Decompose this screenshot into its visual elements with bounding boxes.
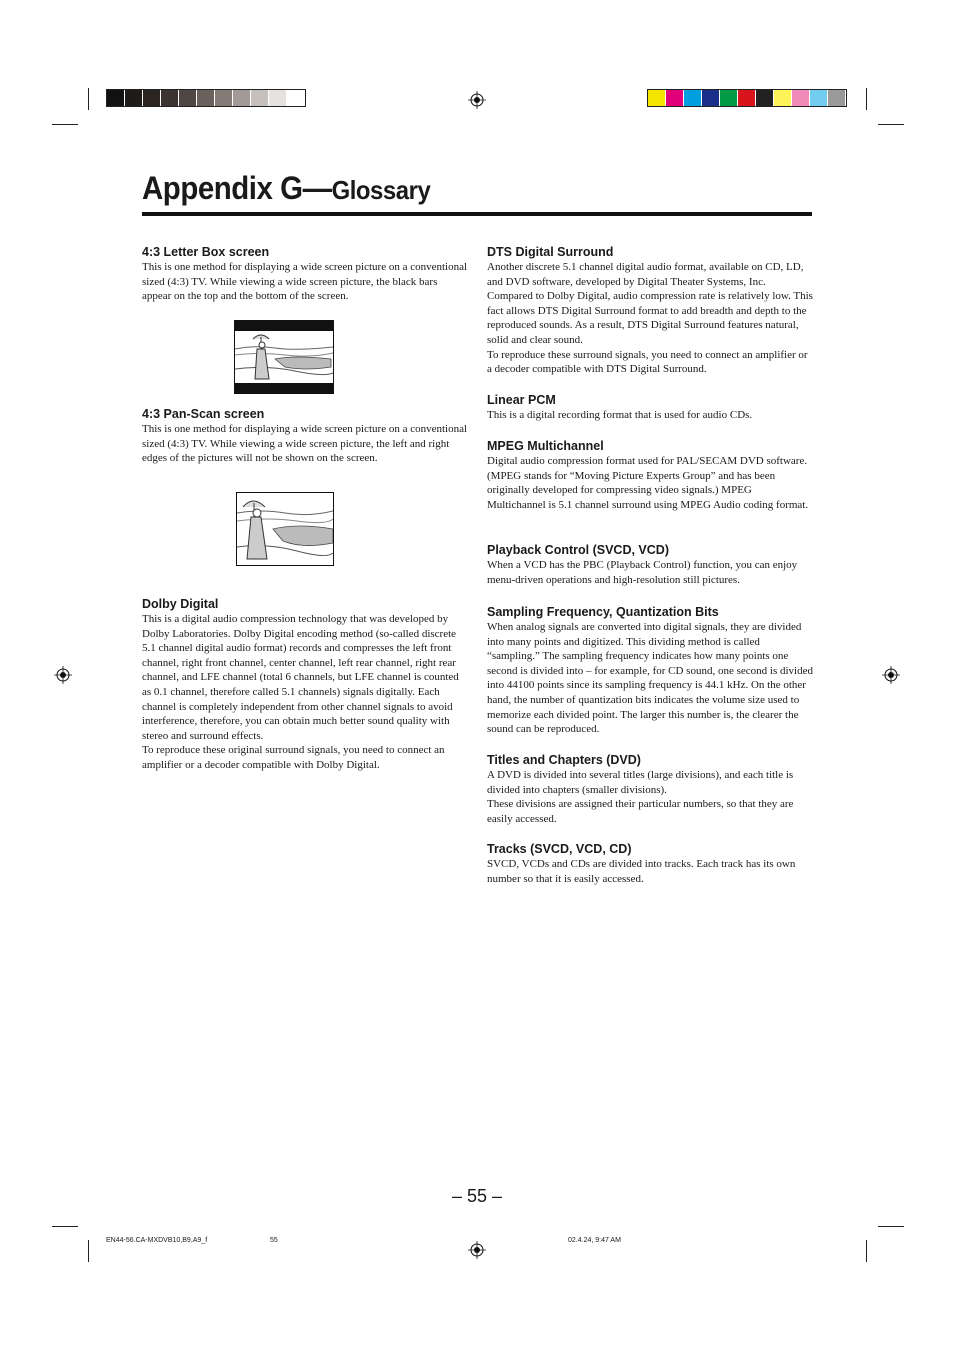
glossary-definition: To reproduce these surround signals, you need to connect an amplifier or a decoder compatible with DTS Digital Surround.	[487, 348, 808, 376]
glossary-definition: A DVD is divided into several titles (large divisions), and each title is divided into chapters (smaller divisions).	[487, 769, 794, 796]
registration-mark-icon	[54, 666, 72, 684]
crop-mark	[878, 124, 904, 125]
grayscale-color-bar	[106, 89, 306, 107]
color-swatch	[792, 90, 810, 106]
glossary-entry	[142, 244, 468, 304]
crop-mark	[866, 88, 867, 110]
color-swatch	[251, 90, 269, 106]
registration-mark-icon	[468, 91, 486, 109]
glossary-term: MPEG Multichannel	[487, 439, 604, 453]
crop-mark	[88, 88, 89, 110]
glossary-definition: This is one method for displaying a wide screen picture on a conventional sized (4:3) TV. While viewing a wide screen picture, the black bars appear on the top and the bottom of the screen.	[142, 261, 468, 303]
glossary-definition: Digital audio compression format used for PAL/SECAM DVD software. (MPEG stands for “Moving Picture Experts Group” and has been originally developed for compressing video signals.) MPEG Multichannel is 5.1 channel surround using MPEG Audio coding format.	[487, 455, 809, 511]
glossary-entry	[487, 542, 813, 587]
footer-date: 02.4.24, 9:47 AM	[568, 1237, 621, 1244]
color-swatch	[269, 90, 287, 106]
glossary-definition: When analog signals are converted into digital signals, they are divided into many points and digitized. This dividing method is called “sampling.” The sampling frequency indicates how many points one second is divided into – for example, for CD sound, one second is divided into 44100 points since its sampling frequency is 44.1 kHz. On the other hand, the number of quantization bits indicates the volume size used to memorize each divided point. The larger this number is, the clearer the sound can be reproduced.	[487, 621, 813, 736]
color-swatch	[738, 90, 756, 106]
glossary-entry	[487, 604, 813, 737]
page-title	[142, 168, 430, 210]
glossary-definition: This is a digital audio compression technology that was developed by Dolby Laboratories. Dolby Digital encoding method (so-called discrete 5.1 channel digital audio format) records and compresses the left front channel, right front channel, center channel, left rear channel, right rear channel, and LFE channel (total 6 channels, but LFE channel is counted as 0.1 channel, therefore called 5.1 channels) signals digitally. Each channel is completely independent from other channel signals to avoid interference, therefore, you can obtain much better sound quality with stereo and surround effects.	[142, 613, 459, 742]
glossary-definition: This is a digital recording format that is used for audio CDs.	[487, 409, 753, 421]
registration-mark-icon	[882, 666, 900, 684]
glossary-entry	[487, 438, 813, 512]
color-swatch	[828, 90, 846, 106]
glossary-definition: To reproduce these original surround signals, you need to connect an amplifier or a decoder compatible with Dolby Digital.	[142, 744, 445, 771]
color-swatch	[143, 90, 161, 106]
color-swatch	[702, 90, 720, 106]
page-title-sub: Glossary	[331, 175, 431, 205]
color-swatch	[233, 90, 251, 106]
registration-mark-icon	[468, 1241, 486, 1259]
color-swatch	[648, 90, 666, 106]
crop-mark	[52, 124, 78, 125]
glossary-entry	[142, 596, 468, 773]
color-swatch	[684, 90, 702, 106]
glossary-entry	[487, 244, 813, 377]
glossary-entry	[487, 392, 813, 423]
glossary-definition: When a VCD has the PBC (Playback Control) function, you can enjoy menu-driven operations and high-resolution still pictures.	[487, 559, 798, 586]
color-swatch	[720, 90, 738, 106]
glossary-term: 4:3 Pan-Scan screen	[142, 407, 265, 421]
color-swatch	[179, 90, 197, 106]
color-swatch	[810, 90, 828, 106]
page-number: – 55 –	[452, 1186, 503, 1206]
color-swatch	[666, 90, 684, 106]
pan-scan-screen-illustration	[236, 492, 334, 566]
glossary-entry	[142, 406, 468, 466]
cmyk-color-bar	[647, 89, 847, 107]
crop-mark	[878, 1226, 904, 1227]
crop-mark	[866, 1240, 867, 1262]
glossary-term: 4:3 Letter Box screen	[142, 245, 270, 259]
glossary-term: Playback Control (SVCD, VCD)	[487, 543, 669, 557]
color-swatch	[197, 90, 215, 106]
color-swatch	[287, 90, 305, 106]
title-rule	[142, 212, 812, 216]
color-swatch	[107, 90, 125, 106]
glossary-term: Tracks (SVCD, VCD, CD)	[487, 842, 632, 856]
glossary-term: DTS Digital Surround	[487, 245, 614, 259]
color-swatch	[125, 90, 143, 106]
glossary-term: Titles and Chapters (DVD)	[487, 753, 641, 767]
glossary-term: Dolby Digital	[142, 597, 219, 611]
glossary-definition: SVCD, VCDs and CDs are divided into tracks. Each track has its own number so that it is easily accessed.	[487, 858, 796, 885]
letterbox-screen-illustration	[234, 320, 334, 394]
glossary-term: Sampling Frequency, Quantization Bits	[487, 605, 719, 619]
color-swatch	[774, 90, 792, 106]
footer-filename: EN44-56.CA-MXDVB10,B9,A9_f	[106, 1237, 208, 1244]
color-swatch	[215, 90, 233, 106]
footer-page: 55	[270, 1237, 278, 1244]
color-swatch	[161, 90, 179, 106]
page-title-main: Appendix G—	[142, 170, 332, 206]
glossary-definition: This is one method for displaying a wide screen picture on a conventional sized (4:3) TV. While viewing a wide screen picture, the left and right edges of the pictures will not be shown on the screen.	[142, 423, 468, 465]
crop-mark	[52, 1226, 78, 1227]
glossary-definition: Another discrete 5.1 channel digital audio format, available on CD, LD, and DVD software, developed by Digital Theater Systems, Inc. Compared to Dolby Digital, audio compression rate is relatively low. This fact allows DTS Digital Surround format to add breadth and depth to the reproduced sounds. As a result, DTS Digital Surround features natural, solid and clear sound.	[487, 261, 813, 346]
glossary-entry	[487, 752, 813, 826]
color-swatch	[756, 90, 774, 106]
glossary-entry	[487, 841, 813, 886]
glossary-term: Linear PCM	[487, 393, 556, 407]
glossary-definition: These divisions are assigned their particular numbers, so that they are easily accessed.	[487, 798, 794, 825]
crop-mark	[88, 1240, 89, 1262]
